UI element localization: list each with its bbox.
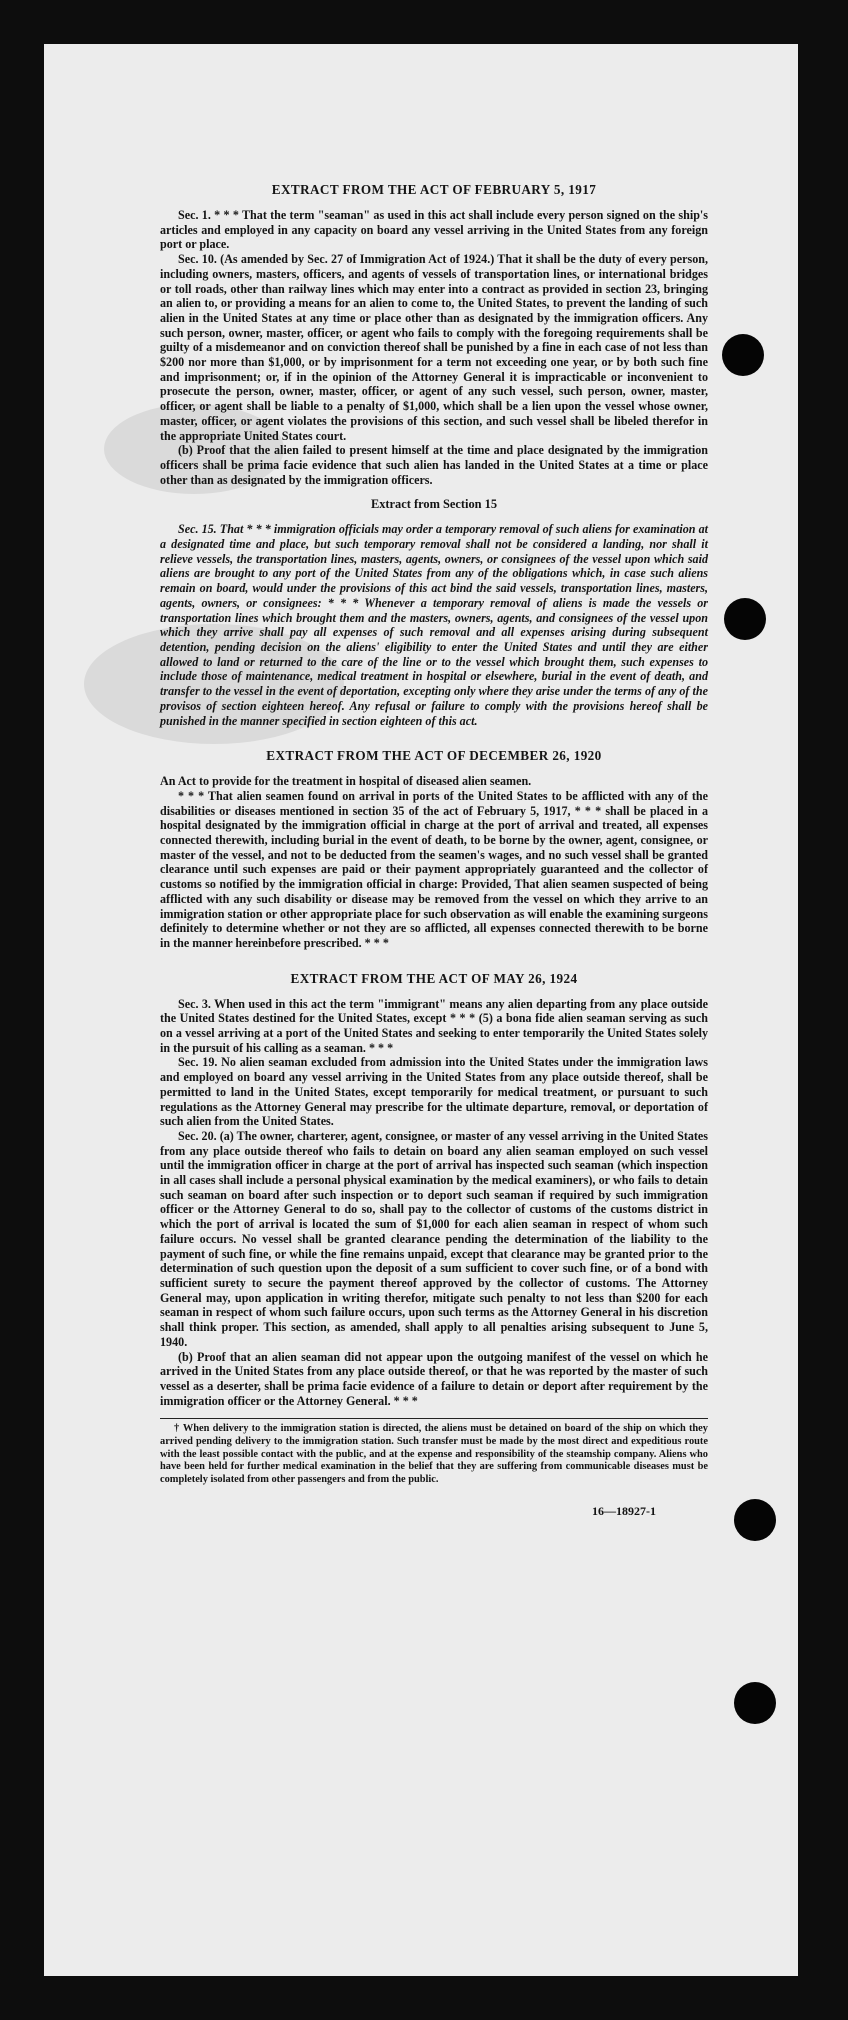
section-heading: EXTRACT FROM THE ACT OF MAY 26, 1924	[290, 970, 578, 986]
paragraph: Sec. 20. (a) The owner, charterer, agent, consignee, or master of any vessel arriving in the United States from any place outside thereof who fails to detain on board any alien seaman employed on such vessel until the immigration officer in charge at the port of arrival has inspected such seaman (which inspection in all cases shall include a personal physical examination by the medical examiners), or who fails to detain such seaman on board after such inspection or to deport such seaman if required by such immigration officer or the Attorney General to do so, shall pay to the collector of customs of the customs district in which the port of arrival is located the sum of $1,000 for each alien seaman in respect of whom such failure occurs. No vessel shall be granted clearance pending the determination of the liability to the payment of such fine, or while the fine remains unpaid, except that clearance may be granted prior to the determination of such question upon the deposit of a sum sufficient to cover such fine, or of a bond with sufficient surety to secure the payment thereof approved by the collector of customs. The Attorney General may, upon application in writing therefor, mitigate such penalty to not less than $200 for each seaman in respect of whom such failure occurs, upon such terms as the Attorney General in his discretion shall think proper. This section, as amended, shall apply to all penalties arising subsequent to June 5, 1940.	[160, 1128, 708, 1349]
binder-hole	[722, 334, 764, 376]
footnote: † When delivery to the immigration station is directed, the aliens must be detained on board of the ship on which they arrived pending delivery to the immigration station. Such transfer must be made by the most direct and expeditious route with the least possible contact with the public, and at the expense and responsibility of the steamship company. Aliens who have been held for further medical examination in the belief that they are suffering from communicable diseases must be completely isolated from other passengers and from the public.	[160, 1423, 708, 1485]
footnote-divider	[160, 1418, 708, 1419]
document-page	[44, 44, 798, 1976]
binder-hole	[724, 598, 766, 640]
section-subheading: Extract from Section 15	[370, 497, 498, 512]
paragraph: (b) Proof that an alien seaman did not appear upon the outgoing manifest of the vessel on which he arrived in the United States from any place outside thereof, or that he was reported by the master of such vessel as a deserter, shall be prima facie evidence of a failure to detain or deport after requirement by the immigration officer or the Attorney General. * * *	[160, 1349, 708, 1408]
paragraph: An Act to provide for the treatment in hospital of diseased alien seamen.	[160, 774, 532, 789]
paragraph: (b) Proof that the alien failed to present himself at the time and place designated by the immigration officers shall be prima facie evidence that such alien has landed in the United States at a time or place other than as designated by the immigration officers.	[160, 443, 708, 487]
form-number: 16—18927-1	[592, 1504, 656, 1519]
paragraph: Sec. 19. No alien seaman excluded from admission into the United States under the immigration laws and employed on board any vessel arriving in the United States from any place outside thereof, shall be permitted to land in the United States, except temporarily for medical treatment, or pursuant to such regulations as the Attorney General may prescribe for the ultimate departure, removal, or deportation of such alien from the United States.	[160, 1055, 708, 1129]
paragraph: * * * That alien seamen found on arrival in ports of the United States to be afflicted with any of the disabilities or diseases mentioned in section 35 of the act of February 5, 1917, * * * shall be placed in a hospital designated by the immigration official in charge at the port of arrival and treated, all expenses connected therewith, including burial in the event of death, to be borne by the owner, agent, consignee, or master of the vessel, and not to be deducted from the seamen's wages, and no such vessel shall be granted clearance until such expenses are paid or their payment appropriately guaranteed and the collector of customs so notified by the immigration official in charge: Provided, That alien seamen suspected of being afflicted with any such disability or disease may be removed from the vessel on which they arrive to an immigration station or other appropriate place for such observation as will enable the examining surgeons definitely to determine whether or not they are so afflicted, all expenses connected therewith to be borne in the manner hereinbefore prescribed. * * *	[160, 788, 708, 950]
paragraph: Sec. 3. When used in this act the term "immigrant" means any alien departing from any place outside the United States destined for the United States, except * * * (5) a bona fide alien seaman serving as such on a vessel arriving at a port of the United States and seeking to enter temporarily the United States solely in the pursuit of his calling as a seaman. * * *	[160, 996, 708, 1055]
binder-hole	[734, 1499, 776, 1541]
paragraph: Sec. 1. * * * That the term "seaman" as used in this act shall include every person signed on the ship's articles and employed in any capacity on board any vessel arriving in the United States from any foreign port or place.	[160, 208, 708, 252]
paragraph: Sec. 15. That * * * immigration officials may order a temporary removal of such aliens for examination at a designated time and place, but such temporary removal shall not be considered a landing, nor shall it relieve vessels, the transportation lines, masters, agents, owners, or consignees of the vessel upon which said aliens are brought to any port of the United States from any of the obligations which, in case such aliens remain on board, would under the provisions of this act bind the said vessels, transportation lines, masters, agents, owners, or consignees: * * * Whenever a temporary removal of aliens is made the vessels or transportation lines which brought them and the masters, owners, agents, and consignees of the vessel upon which they arrive shall pay all expenses of such removal and all expenses arising during subsequent detention, pending decision on the aliens' eligibility to enter the United States and until they are either allowed to land or returned to the care of the line or to the vessel which brought them, such expenses to include those of maintenance, medical treatment in hospital or elsewhere, burial in the event of death, and transfer to the vessel in the event of deportation, excepting only where they arise under the terms of any of the provisos of section eighteen hereof. Any refusal or failure to comply with the provisions hereof shall be punished in the manner specified in section eighteen of this act.	[160, 522, 708, 728]
section-heading: EXTRACT FROM THE ACT OF FEBRUARY 5, 1917	[271, 182, 597, 197]
paragraph: Sec. 10. (As amended by Sec. 27 of Immigration Act of 1924.) That it shall be the duty of every person, including owners, masters, officers, and agents of vessels of transportation lines, or international bridges or toll roads, other than railway lines which may enter into a contract as provided in section 23, bringing an alien to, or providing a means for an alien to come to, the United States, to prevent the landing of such alien in the United States at any time or place other than as designated by the immigration officers. Any such person, owner, master, officer, or agent who fails to comply with the foregoing requirements shall be guilty of a misdemeanor and on conviction thereof shall be punished by a fine in each case of not less than $200 nor more than $1,000, or by imprisonment for a term not exceeding one year, or by both such fine and imprisonment; or, if in the opinion of the Attorney General it is impracticable or inconvenient to prosecute the person, owner, master, officer, or agent of any such vessel, such person, owner, master, officer, or agent shall be liable to a penalty of $1,000, which shall be a lien upon the vessel whose owner, master, officer, or agent violates the provisions of this section, and such vessel shall be libeled therefor in the appropriate United States court.	[160, 252, 708, 443]
section-heading: EXTRACT FROM THE ACT OF DECEMBER 26, 1920	[266, 748, 602, 764]
document-body	[160, 182, 708, 1519]
binder-hole	[734, 1682, 776, 1724]
